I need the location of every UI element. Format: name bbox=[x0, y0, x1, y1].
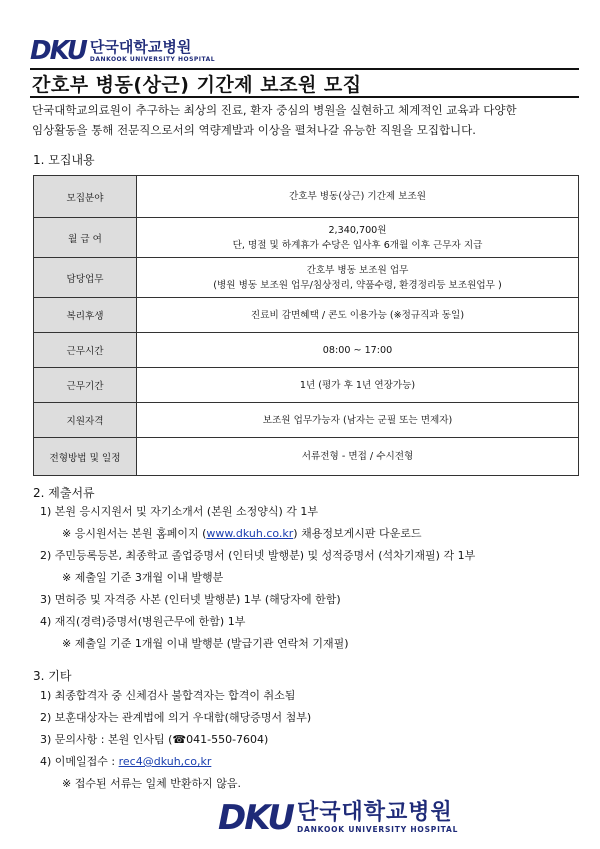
hospital-name: 단국대학교병원 bbox=[89, 37, 192, 56]
list-note: ※ 제출일 기준 1개월 이내 발행분 (발급기관 연락처 기재필) bbox=[62, 637, 349, 650]
row-label: 담당업무 bbox=[34, 258, 137, 298]
list-item: 2) 주민등록등본, 최종학교 졸업증명서 (인터넷 발행분) 및 성적증명서 (석차기재필) 각 1부 bbox=[40, 549, 476, 562]
dku-logo-mark: DKU bbox=[218, 798, 293, 838]
section-3-heading: 3. 기타 bbox=[33, 669, 72, 683]
list-note: ※ 접수된 서류는 일체 반환하지 않음. bbox=[62, 777, 241, 790]
page-title: 간호부 병동(상근) 기간제 보조원 모집 bbox=[32, 74, 362, 96]
row-label: 근무시간 bbox=[34, 333, 137, 368]
table-row bbox=[34, 176, 579, 218]
hospital-english-name: DANKOOK UNIVERSITY HOSPITAL bbox=[296, 825, 459, 835]
list-note: ※ 제출일 기준 3개월 이내 발행분 bbox=[62, 571, 224, 584]
list-item: 3) 문의사항 : 본원 인사팀 (☎041-550-7604) bbox=[40, 733, 269, 746]
title-rule-bottom bbox=[30, 96, 579, 98]
intro-paragraph bbox=[32, 100, 577, 140]
table-row bbox=[34, 403, 579, 438]
row-value: 08:00 ~ 17:00 bbox=[137, 333, 579, 368]
salary-note: 단, 명절 및 하계휴가 수당은 입사후 6개월 이후 근무자 지급 bbox=[232, 239, 483, 251]
table-row bbox=[34, 368, 579, 403]
row-label: 근무기간 bbox=[34, 368, 137, 403]
footer-logo bbox=[218, 798, 458, 838]
recruitment-table bbox=[33, 175, 579, 476]
table-row bbox=[34, 258, 579, 298]
list-item: 3) 면허증 및 자격증 사본 (인터넷 발행분) 1부 (해당자에 한함) bbox=[40, 593, 341, 606]
duty-title: 간호부 병동 보조원 업무 bbox=[306, 264, 409, 276]
table-row bbox=[34, 298, 579, 333]
list-item: 1) 최종합격자 중 신체검사 불합격자는 합격이 취소됨 bbox=[40, 689, 296, 702]
dku-logo-mark: DKU bbox=[30, 36, 86, 66]
salary-amount: 2,340,700원 bbox=[328, 224, 387, 236]
duty-detail: (병원 병동 보조원 업무/침상정리, 약품수령, 환경정리등 보조원업무 ) bbox=[213, 279, 502, 291]
section-1-heading: 1. 모집내용 bbox=[33, 153, 95, 167]
list-item: 4) 이메일접수 : rec4@dkuh,co,kr bbox=[40, 755, 212, 768]
email-link[interactable]: rec4@dkuh,co,kr bbox=[118, 755, 212, 768]
row-label: 복리후생 bbox=[34, 298, 137, 333]
list-item: 4) 재직(경력)증명서(병원근무에 한함) 1부 bbox=[40, 615, 246, 628]
row-value bbox=[137, 218, 579, 258]
row-value: 간호부 병동(상근) 기간제 보조원 bbox=[137, 176, 579, 218]
intro-line-1: 단국대학교의료원이 추구하는 최상의 진료, 환자 중심의 병원을 실현하고 체계적인 교육과 다양한 bbox=[32, 103, 517, 117]
row-label: 전형방법 및 일정 bbox=[34, 438, 137, 476]
list-item: 1) 본원 응시지원서 및 자기소개서 (본원 소정양식) 각 1부 bbox=[40, 505, 318, 518]
hospital-english-name: DANKOOK UNIVERSITY HOSPITAL bbox=[89, 55, 216, 63]
intro-line-2: 임상활동을 통해 전문직으로서의 역량계발과 이상을 펼쳐나갈 유능한 직원을 모집합니다. bbox=[32, 123, 476, 137]
section-2-heading: 2. 제출서류 bbox=[33, 486, 95, 500]
header-logo bbox=[30, 34, 215, 68]
row-label: 월 급 여 bbox=[34, 218, 137, 258]
homepage-link[interactable]: www.dkuh.co.kr bbox=[206, 527, 294, 540]
hospital-name: 단국대학교병원 bbox=[296, 800, 453, 826]
list-note: ※ 응시원서는 본원 홈페이지 (www.dkuh.co.kr) 채용정보게시판 다운로드 bbox=[62, 527, 422, 540]
table-row bbox=[34, 218, 579, 258]
row-value: 보조원 업무가능자 (남자는 군필 또는 면제자) bbox=[137, 403, 579, 438]
table-row bbox=[34, 333, 579, 368]
row-label: 지원자격 bbox=[34, 403, 137, 438]
row-label: 모집분야 bbox=[34, 176, 137, 218]
list-item: 2) 보훈대상자는 관계법에 의거 우대함(해당증명서 첨부) bbox=[40, 711, 312, 724]
table-row bbox=[34, 438, 579, 476]
row-value: 진료비 감면혜택 / 콘도 이용가능 (※정규직과 동일) bbox=[137, 298, 579, 333]
row-value: 서류전형 - 면접 / 수시전형 bbox=[137, 438, 579, 476]
row-value: 1년 (평가 후 1년 연장가능) bbox=[137, 368, 579, 403]
row-value bbox=[137, 258, 579, 298]
